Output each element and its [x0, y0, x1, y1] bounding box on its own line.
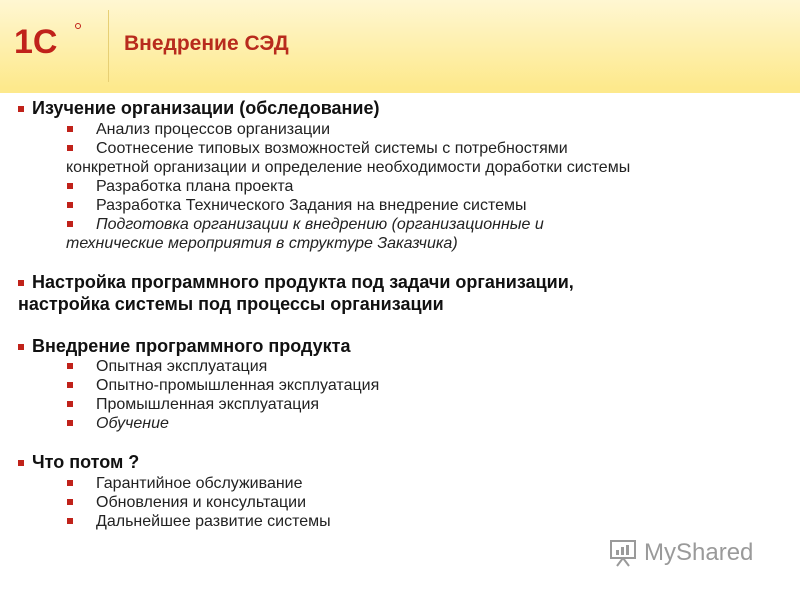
- list-item: Обучение: [66, 414, 786, 433]
- bullet-icon: [67, 499, 73, 505]
- list-item: Опытная эксплуатация: [66, 357, 786, 376]
- list-item: Промышленная эксплуатация: [66, 395, 786, 414]
- slide-title: Внедрение СЭД: [124, 32, 289, 55]
- bullet-icon: [18, 460, 24, 466]
- logo-divider: [108, 10, 109, 82]
- list-item-continuation: конкретной организации и определение необходимости доработки системы: [66, 159, 631, 176]
- bullet-icon: [67, 363, 73, 369]
- bullet-icon: [67, 382, 73, 388]
- header-band: [0, 88, 800, 93]
- list-item: Разработка плана проекта: [66, 177, 786, 196]
- list-item: Обновления и консультации: [66, 493, 786, 512]
- list-item-continuation: технические мероприятия в структуре Заказчика): [66, 235, 458, 252]
- list-item: Анализ процессов организации: [66, 120, 786, 139]
- list-item: Разработка Технического Задания на внедрение системы: [66, 196, 786, 215]
- list-item: Опытно-промышленная эксплуатация: [66, 376, 786, 395]
- section-heading-continuation: настройка системы под процессы организации: [18, 294, 444, 314]
- bullet-icon: [67, 183, 73, 189]
- bullet-icon: [18, 344, 24, 350]
- list-item: Дальнейшее развитие системы: [66, 512, 786, 531]
- bullet-icon: [67, 480, 73, 486]
- bullet-icon: [67, 420, 73, 426]
- section-heading: Изучение организации (обследование): [18, 98, 380, 118]
- watermark-text: MyShared: [644, 539, 754, 566]
- section-heading: Настройка программного продукта под задачи организации,: [18, 272, 574, 292]
- bullet-icon: [18, 280, 24, 286]
- bullet-icon: [18, 106, 24, 112]
- bullet-icon: [67, 518, 73, 524]
- bullet-icon: [67, 202, 73, 208]
- logo-one: 1С: [14, 23, 58, 60]
- 1c-logo: [12, 20, 92, 60]
- registered-icon: [76, 24, 81, 29]
- myshared-watermark: [608, 538, 753, 568]
- section-heading: Что потом ?: [18, 452, 139, 472]
- list-item: Гарантийное обслуживание: [66, 474, 786, 493]
- section-heading: Внедрение программного продукта: [18, 336, 351, 356]
- bullet-icon: [67, 145, 73, 151]
- list-item: Соотнесение типовых возможностей системы с потребностями: [66, 139, 786, 158]
- list-item: Подготовка организации к внедрению (организационные и: [66, 215, 786, 234]
- presentation-icon: [608, 538, 638, 568]
- bullet-icon: [67, 126, 73, 132]
- bullet-icon: [67, 401, 73, 407]
- slide-header: [0, 0, 800, 88]
- bullet-icon: [67, 221, 73, 227]
